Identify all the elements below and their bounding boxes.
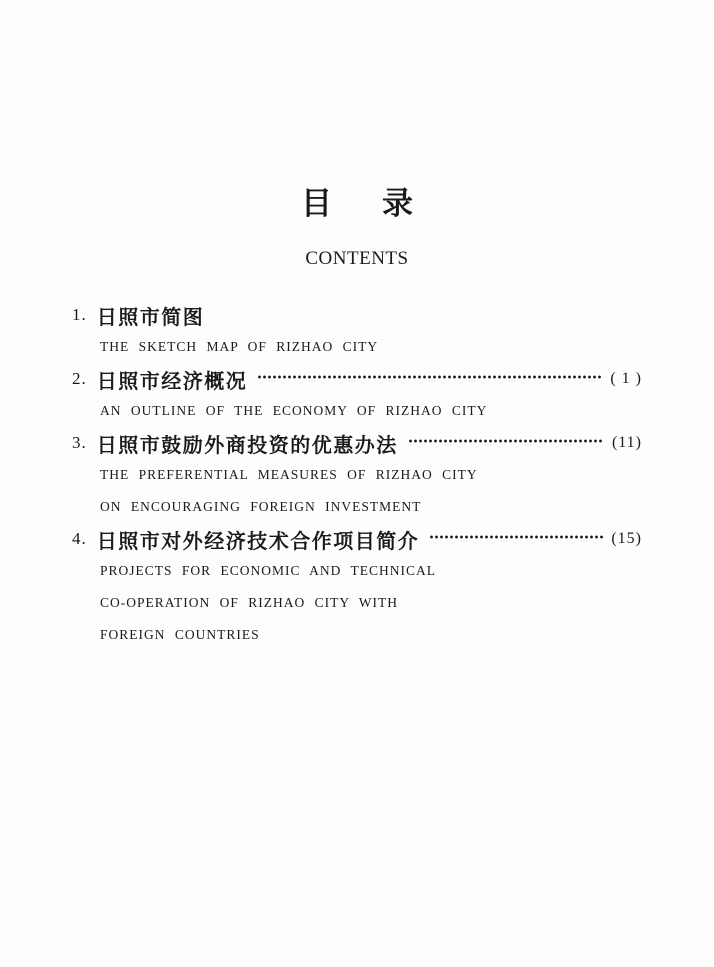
entry-title-cn: 日照市经济概况 xyxy=(96,370,248,393)
entry-subtitle-en: ON ENCOURAGING FOREIGN INVESTMENT xyxy=(100,499,422,514)
entry-page-number: ( 1 ) xyxy=(610,370,642,387)
entry-number: 1. xyxy=(72,305,87,324)
dot-leader xyxy=(408,438,604,444)
entry-subtitle-en: AN OUTLINE OF THE ECONOMY OF RIZHAO CITY xyxy=(100,403,488,418)
title-char-lu: 录 xyxy=(382,186,413,221)
entry-page-number: (15) xyxy=(611,530,642,547)
dot-leader xyxy=(257,374,602,380)
toc-entry-3 xyxy=(72,427,642,523)
entry-title-row xyxy=(72,427,642,459)
entry-subtitle-en: PROJECTS FOR ECONOMIC AND TECHNICAL xyxy=(100,563,437,578)
entry-subtitle-en: THE SKETCH MAP OF RIZHAO CITY xyxy=(100,339,379,354)
entry-title-row xyxy=(72,523,642,555)
entry-number: 4. xyxy=(72,529,87,548)
toc-list xyxy=(0,299,714,651)
entry-number: 3. xyxy=(72,433,87,452)
entry-number: 2. xyxy=(72,369,87,388)
entry-title-row xyxy=(72,363,642,395)
entry-title-cn: 日照市对外经济技术合作项目简介 xyxy=(96,530,420,553)
entry-title-cn: 日照市鼓励外商投资的优惠办法 xyxy=(96,434,398,457)
toc-entry-1 xyxy=(72,299,642,363)
entry-subtitle-en: CO-OPERATION OF RIZHAO CITY WITH xyxy=(100,595,398,610)
page-title-cn xyxy=(0,0,714,219)
entry-title-row xyxy=(72,299,642,331)
entry-subtitle-en: FOREIGN COUNTRIES xyxy=(100,627,260,642)
title-char-mu: 目 xyxy=(301,186,332,221)
page-title-en: CONTENTS xyxy=(305,248,409,269)
entry-subtitle-en: THE PREFERENTIAL MEASURES OF RIZHAO CITY xyxy=(100,467,478,482)
entry-page-number: (11) xyxy=(611,434,642,451)
dot-leader xyxy=(429,534,603,540)
toc-entry-2 xyxy=(72,363,642,427)
toc-entry-4 xyxy=(72,523,642,651)
entry-title-cn: 日照市简图 xyxy=(96,306,205,329)
